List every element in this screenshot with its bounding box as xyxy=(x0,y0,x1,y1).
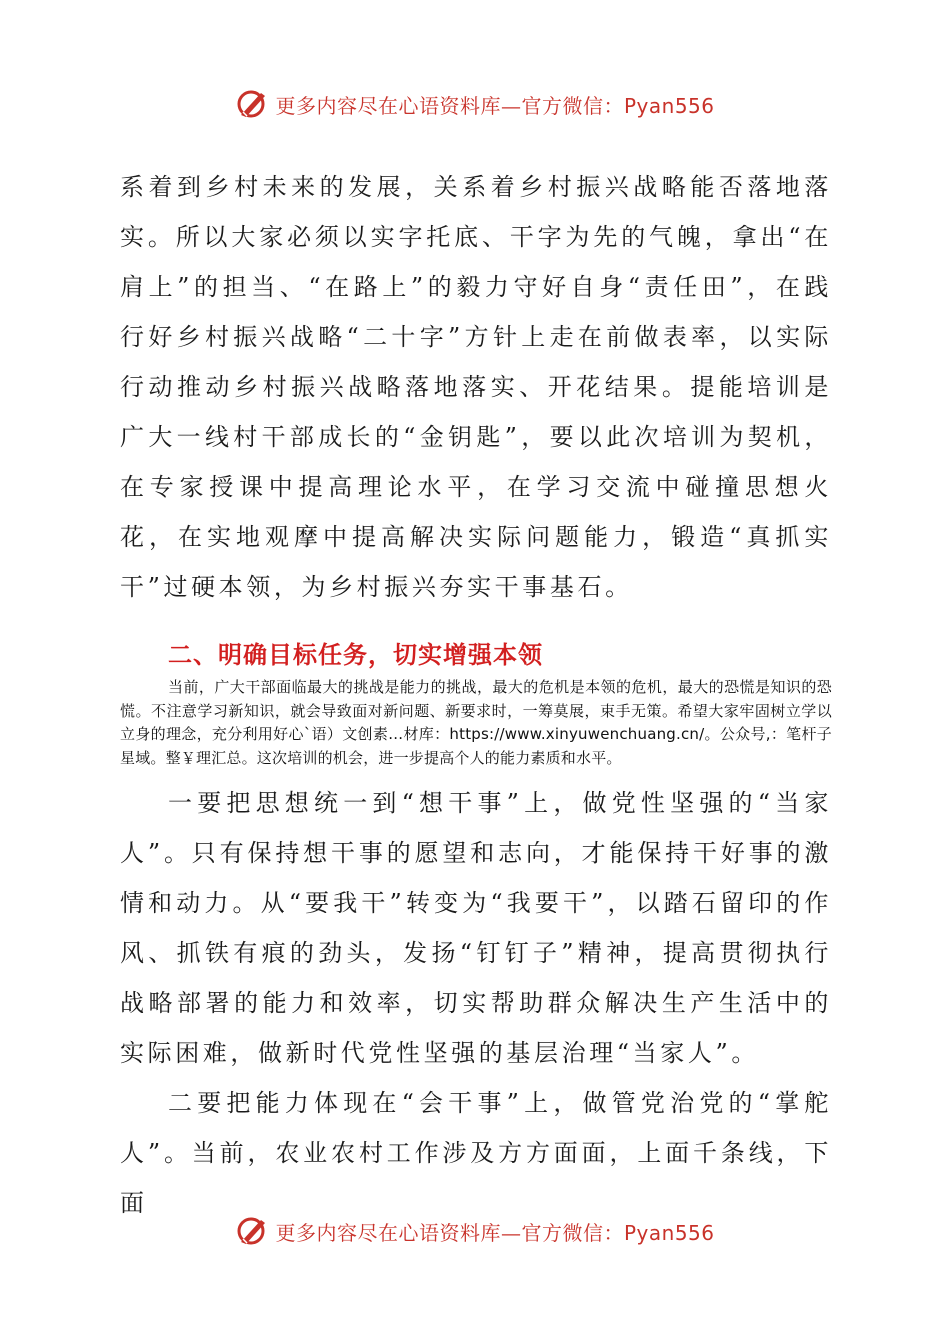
paragraph-1: 系着到乡村未来的发展，关系着乡村振兴战略能否落地落实。所以大家必须以实字托底、干字为先的气魄，拿出“在肩上”的担当、“在路上”的毅力守好自身“责任田”，在践行好乡村振兴战略“二十字”方针上走在前做表率，以实际行动推动乡村振兴战略落地落实、开花结果。提能培训是广大一线村干部成长的“金钥匙”，要以此次培训为契机，在专家授课中提高理论水平，在学习交流中碰撞思想火花，在实地观摩中提高解决实际问题能力，锻造“真抓实干”过硬本领，为乡村振兴夯实干事基石。 xyxy=(120,173,832,601)
banner-text: 更多内容尽在心语资料库—官方微信：Pyan556 xyxy=(275,93,715,118)
document-body xyxy=(120,162,832,1228)
footer-banner xyxy=(0,1211,950,1251)
wechat-id: Pyan556 xyxy=(623,1220,715,1245)
inserted-note: 当前，广大干部面临最大的挑战是能力的挑战，最大的危机是本领的危机，最大的恐慌是知识的恐慌。不注意学习新知识，就会导致面对新问题、新要求时，一筹莫展，束手无策。希望大家牢固树立学以立身的理念，充分利用好心`语）文创素…材库：https://www.xinyuwenchuang.cn/。公众号,：笔杆子星域。整￥理汇总。这次培训的机会，进一步提高个人的能力素质和水平。 xyxy=(120,678,832,767)
wechat-id: Pyan556 xyxy=(623,93,715,118)
section-heading-2: 二、明确目标任务，切实增强本领 xyxy=(168,641,543,669)
pen-circle-logo-icon xyxy=(235,87,269,121)
header-banner xyxy=(0,84,950,124)
pen-circle-logo-icon xyxy=(235,1214,269,1248)
paragraph-3: 一要把思想统一到“想干事”上，做党性坚强的“当家人”。只有保持想干事的愿望和志向，才能保持干好事的激情和动力。从“要我干”转变为“我要干”，以踏石留印的作风、抓铁有痕的劲头，发扬“钉钉子”精神，提高贯彻执行战略部署的能力和效率，切实帮助群众解决生产生活中的实际困难，做新时代党性坚强的基层治理“当家人”。 xyxy=(120,789,832,1067)
paragraph-4: 二要把能力体现在“会干事”上，做管党治党的“掌舵人”。当前，农业农村工作涉及方方面面，上面千条线，下面 xyxy=(120,1089,832,1217)
banner-text: 更多内容尽在心语资料库—官方微信：Pyan556 xyxy=(275,1220,715,1245)
